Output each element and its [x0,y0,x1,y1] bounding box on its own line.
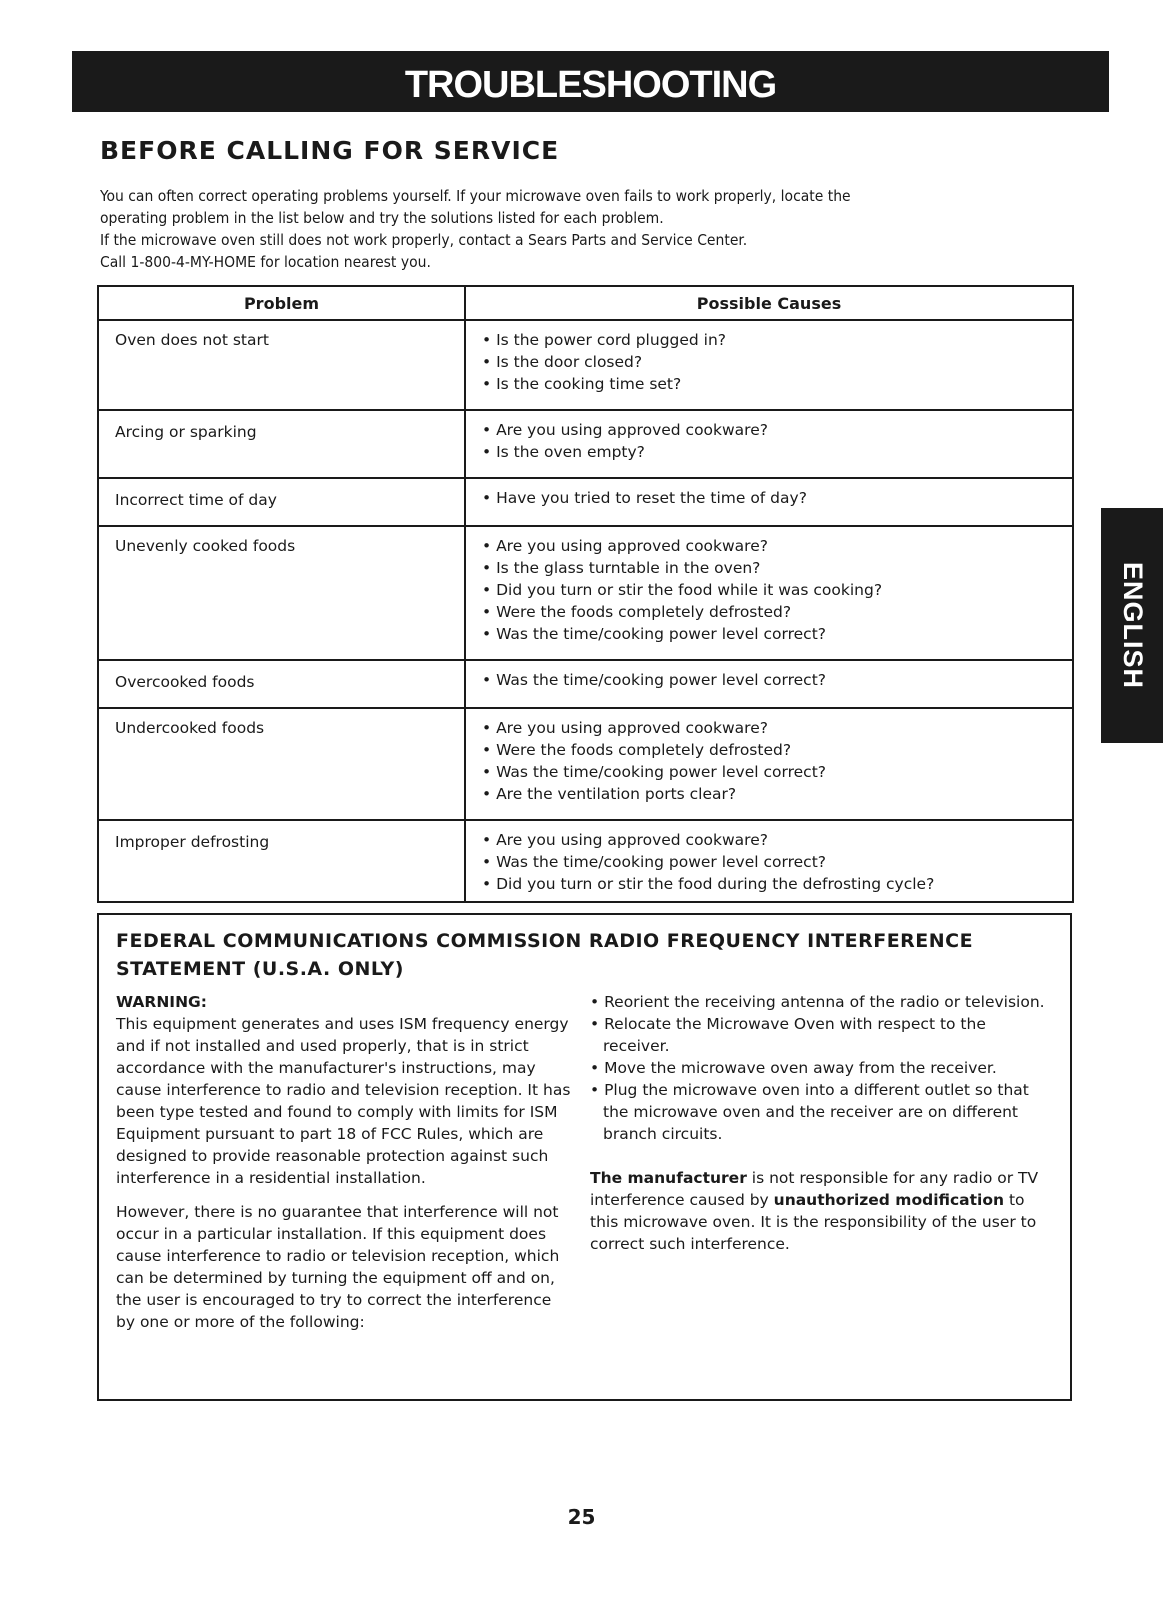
cause-item: • Is the glass turntable in the oven? [482,557,1058,579]
remedy-item: • Move the microwave oven away from the receiver. [590,1057,1050,1079]
language-label: ENGLISH [1117,561,1148,690]
cause-item: • Was the time/cooking power level correct? [482,623,1058,645]
page-banner [72,51,1109,112]
table-row [98,660,1073,708]
intro-line: operating problem in the list below and try the solutions listed for each problem. [100,209,664,227]
disclaimer-text: to this microwave oven. It is the responsibility of the user to correct such interference. [590,1191,1037,1253]
table-row [98,708,1073,820]
problem-cell: Overcooked foods [98,660,465,708]
table-row [98,526,1073,660]
banner-title: TROUBLESHOOTING [404,64,777,106]
disclaimer-bold: unauthorized modification [773,1191,1005,1209]
problem-cell: Incorrect time of day [98,478,465,526]
remedy-item: • Plug the microwave oven into a different outlet so that the microwave oven and the receiver are on different branch circuits. [590,1079,1050,1145]
troubleshooting-table [97,285,1074,903]
fcc-left-column [116,991,571,1345]
causes-cell [465,660,1073,708]
causes-cell [465,410,1073,478]
remedy-list [590,991,1050,1145]
guarantee-text: However, there is no guarantee that interference will not occur in a particular installation. If this equipment does cause interference to radio or television reception, which can be determined by turning the equipment off and on, the user is encouraged to try to correct the interference by one or more of the following: [116,1203,560,1331]
page-number: 25 [567,1505,596,1529]
fcc-right-column [590,991,1050,1255]
fcc-title [116,927,1046,983]
cause-item: • Was the time/cooking power level correct? [482,761,1058,783]
table-header-row [98,286,1073,320]
cause-item: • Were the foods completely defrosted? [482,601,1058,623]
cause-item: • Have you tried to reset the time of day? [482,487,1058,509]
table-row [98,820,1073,902]
causes-cell [465,320,1073,410]
problem-cell: Arcing or sparking [98,410,465,478]
problem-cell: Undercooked foods [98,708,465,820]
language-side-tab [1101,508,1163,743]
table-row [98,410,1073,478]
cause-item: • Were the foods completely defrosted? [482,739,1058,761]
warning-label: WARNING: [116,993,207,1011]
problem-cell: Oven does not start [98,320,465,410]
cause-item: • Was the time/cooking power level correct? [482,851,1058,873]
problem-cell: Improper defrosting [98,820,465,902]
cause-item: • Did you turn or stir the food while it was cooking? [482,579,1058,601]
column-header-problem: Problem [98,286,465,320]
intro-line: You can often correct operating problems yourself. If your microwave oven fails to work properly, locate the [100,187,851,205]
causes-cell [465,708,1073,820]
disclaimer-bold: The manufacturer [590,1169,747,1187]
cause-item: • Is the oven empty? [482,441,1058,463]
cause-item: • Was the time/cooking power level correct? [482,669,1058,691]
intro-paragraph [100,185,1060,273]
causes-cell [465,820,1073,902]
problem-cell: Unevenly cooked foods [98,526,465,660]
cause-item: • Are you using approved cookware? [482,535,1058,557]
cause-item: • Is the door closed? [482,351,1058,373]
cause-item: • Are the ventilation ports clear? [482,783,1058,805]
remedy-item: • Reorient the receiving antenna of the radio or television. [590,991,1050,1013]
fcc-title-line: FEDERAL COMMUNICATIONS COMMISSION RADIO FREQUENCY INTERFERENCE [116,930,974,952]
causes-cell [465,526,1073,660]
intro-line: Call 1-800-4-MY-HOME for location nearest you. [100,253,431,271]
disclaimer-paragraph [590,1167,1050,1255]
cause-item: • Is the power cord plugged in? [482,329,1058,351]
cause-item: • Are you using approved cookware? [482,419,1058,441]
cause-item: • Are you using approved cookware? [482,829,1058,851]
causes-cell [465,478,1073,526]
table-row [98,320,1073,410]
cause-item: • Is the cooking time set? [482,373,1058,395]
table-row [98,478,1073,526]
cause-item: • Are you using approved cookware? [482,717,1058,739]
disclaimer-text: is not responsible for any radio or TV interference caused by [590,1169,1039,1209]
intro-line: If the microwave oven still does not work properly, contact a Sears Parts and Service Center. [100,231,748,249]
fcc-statement-box [97,913,1072,1401]
remedy-item: • Relocate the Microwave Oven with respect to the receiver. [590,1013,1050,1057]
warning-text: This equipment generates and uses ISM frequency energy and if not installed and used properly, that is in strict accordance with the manufacturer's instructions, may cause interference to radio and television reception. It has been type tested and found to comply with limits for ISM Equipment pursuant to part 18 of FCC Rules, which are designed to provide reasonable protection against such interference in a residential installation. [116,1015,571,1187]
fcc-title-line: STATEMENT (U.S.A. ONLY) [116,958,404,980]
column-header-causes: Possible Causes [465,286,1073,320]
section-title: BEFORE CALLING FOR SERVICE [100,136,560,165]
cause-item: • Did you turn or stir the food during the defrosting cycle? [482,873,1058,895]
